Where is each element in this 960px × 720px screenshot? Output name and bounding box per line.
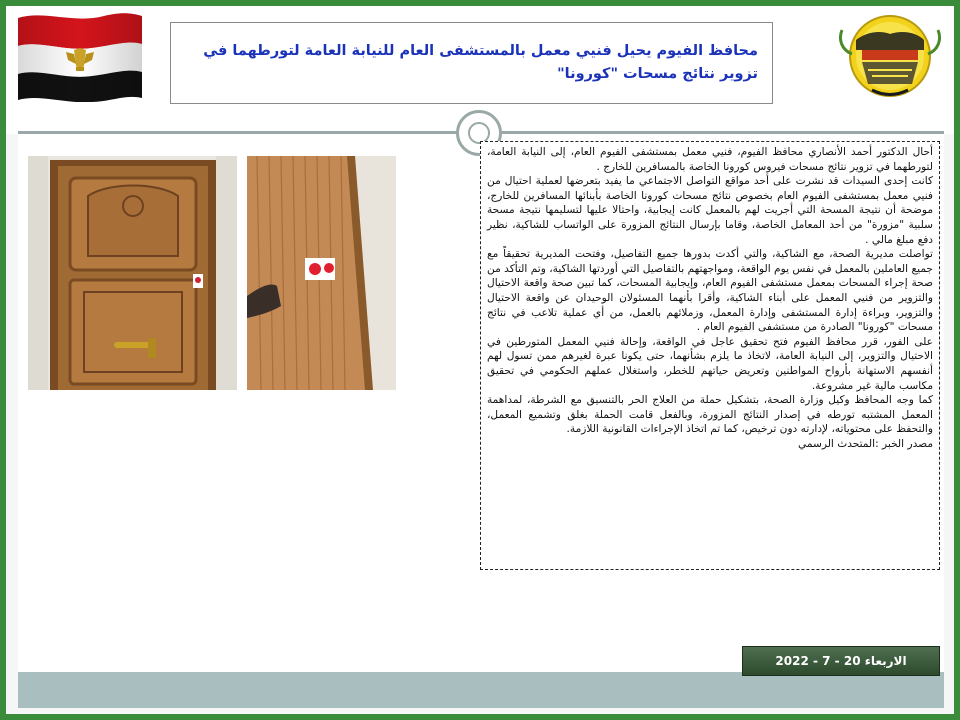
article-paragraph: تواصلت مديرية الصحة، مع الشاكية، والتي أكدت بدورها جميع التفاصيل، وفتحت المديرية تحقيقاً مع جميع العاملين بالمعمل في نفس يوم الواقعة، ومواجهتهم بالتفاصيل التي أوردتها الشاكية، وتم التأكد من صحة إجراء المسحات بمعمل مستشفى الفيوم العام، وإيجابية المسحات، كما تبين صحة واقعة الاحتيال والتزوير من فنيي المعمل على أبناء الشاكية، وأقرا بأنهما المسئولان الوحيدان عن واقعة الاحتيال والتزوير، وبراءة إدارة المستشفى وإدارة المعمل، وزملائهم بالعمل، من أي عملية تلاعب في نتائج مسحات "كورونا" الصادرة من مستشفى الفيوم العام . [487, 248, 933, 334]
date-bar [742, 646, 940, 676]
article-paragraph: كانت إحدى السيدات قد نشرت على أحد مواقع التواصل الاجتماعي ما يفيد بتعرضها لعملية احتيال من فنيي معمل بمستشفى الفيوم العام بخصوص نتائج مسحات كورونا الخاصة بأبنائها المسافرين للخارج، موضحة أن نتيجة المسحة التي أجريت لهم بالمعمل كانت إيجابية، واحتالا عليها لتسليمها نتيجة مسحة سلبية "مزورة" من أحد المعامل الخاصة، وقاما بإرسال النتائج المزورة على الواتساب للشاكية، نظير دفع مبلغ مالي . [487, 175, 933, 246]
article-paragraph: أحال الدكتور أحمد الأنصاري محافظ الفيوم، فنيي معمل بمستشفى الفيوم العام، إلى النيابة العامة، لتورطهما في تزوير نتائج مسحات فيروس كورونا الخاصة بالمسافرين للخارج . [487, 146, 933, 173]
article-source: مصدر الخبر :المتحدث الرسمي [798, 437, 933, 450]
headline-box [170, 22, 773, 104]
article-paragraph: على الفور، قرر محافظ الفيوم فتح تحقيق عاجل في الواقعة، وإحالة فنيي المعمل المتورطين في الاحتيال والتزوير، إلى النيابة العامة، لاتخاذ ما يلزم بشأنهما، حتى يكونا عبرة لغيرهم ممن تسول لهم أنفسهم الاستهانة بأرواح المواطنين وتعريض حياتهم للخطر، واستغلال عملهم الحكومي في تحقيق مكاسب مالية غير مشروعة. [487, 335, 933, 392]
sealed-door-photo [247, 156, 396, 390]
fayoum-governorate-logo-icon [832, 10, 946, 102]
headline-title: محافظ الفيوم يحيل فنيي معمل بالمستشفى العام للنيابة العامة لتورطهما في تزوير نتائج مسحات "كورونا" [203, 43, 758, 82]
wooden-door-photo-icon [28, 156, 237, 390]
egypt-flag-icon [14, 10, 146, 102]
article-paragraph: كما وجه المحافظ وكيل وزارة الصحة، بتشكيل حملة من العلاج الحر بالتنسيق مع الشرطة، لمداهمة المعمل المشتبه تورطه في إصدار النتائج المزورة، وبالفعل قامت الحملة بغلق وتشميع المعمل، والتحفظ على محتوياته، لإدارته دون ترخيص، كما تم اتخاذ الإجراءات القانونية اللازمة. [487, 394, 933, 436]
publish-date: الاربعاء 20 - 7 - 2022 [775, 654, 907, 668]
door-photo [28, 156, 237, 390]
sealed-door-closeup-photo-icon [247, 156, 396, 390]
article-body [480, 141, 940, 570]
footer-band [18, 672, 944, 708]
